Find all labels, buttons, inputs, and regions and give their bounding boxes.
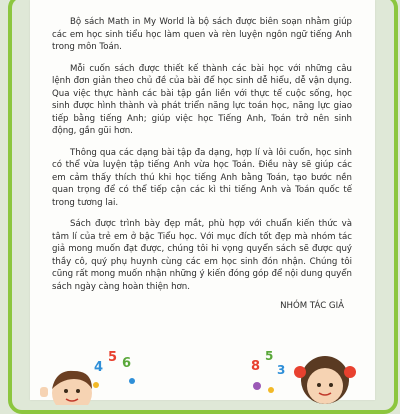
book-page (30, 0, 375, 400)
paragraph-3: Thông qua các dạng bài tập đa dạng, hợp lí và lôi cuốn, học sinh có thể vừa luyện tập tiếng Anh vừa học Toán. Điều này sẽ giúp các em cảm thấy thích thú khi học tiếng Anh bằng Toán, tạo bước nền quan trọng để có thể tiếp cận các kì thi tiếng Anh và Toán quốc tế trong tương lai. (52, 147, 352, 208)
paragraph-2: Mỗi cuốn sách được thiết kế thành các bài học với những câu lệnh đơn giản theo chủ đề của bài để học sinh dễ hiểu, dễ vận dụng. Qua việc thực hành các bài tập gắn liền với thực tế cuộc sống, học sinh được hình thành và phát triển năng lực toán học, năng lực giao tiếp bằng tiếng Anh; giúp việc học Tiếng Anh, Toán trở nên sinh động, gần gũi hơn. (52, 63, 352, 136)
number-6-icon: 6 (122, 356, 132, 371)
number-5-right-icon: 5 (265, 349, 274, 363)
girl-illustration (245, 340, 370, 405)
number-5-icon: 5 (108, 350, 118, 365)
number-4-icon: 4 (94, 360, 104, 375)
boy-illustration (36, 345, 146, 405)
paragraph-4: Sách được trình bày đẹp mắt, phù hợp với chuẩn kiến thức và tâm lí của trẻ em ở bậc Tiểu học. Với mục đích tốt đẹp mà nhóm tác giả mong muốn đạt được, chúng tôi hi vọng quyển sách sẽ được quý thầy cô, quý phụ huynh cùng các em học sinh đón nhận. Chúng tôi cũng rất mong muốn nhận những ý kiến đóng góp để nội dung quyển sách ngày càng hoàn thiện hơn. (52, 219, 352, 292)
paragraph-1: Bộ sách Math in My World là bộ sách được biên soạn nhằm giúp các em học sinh tiểu học làm quen và rèn luyện ngôn ngữ tiếng Anh trong môn Toán. (52, 17, 352, 52)
number-8-icon: 8 (251, 359, 261, 374)
preface-text (52, 16, 352, 313)
number-3-icon: 3 (277, 363, 286, 377)
author-signature: NHÓM TÁC GIẢ (280, 301, 344, 311)
